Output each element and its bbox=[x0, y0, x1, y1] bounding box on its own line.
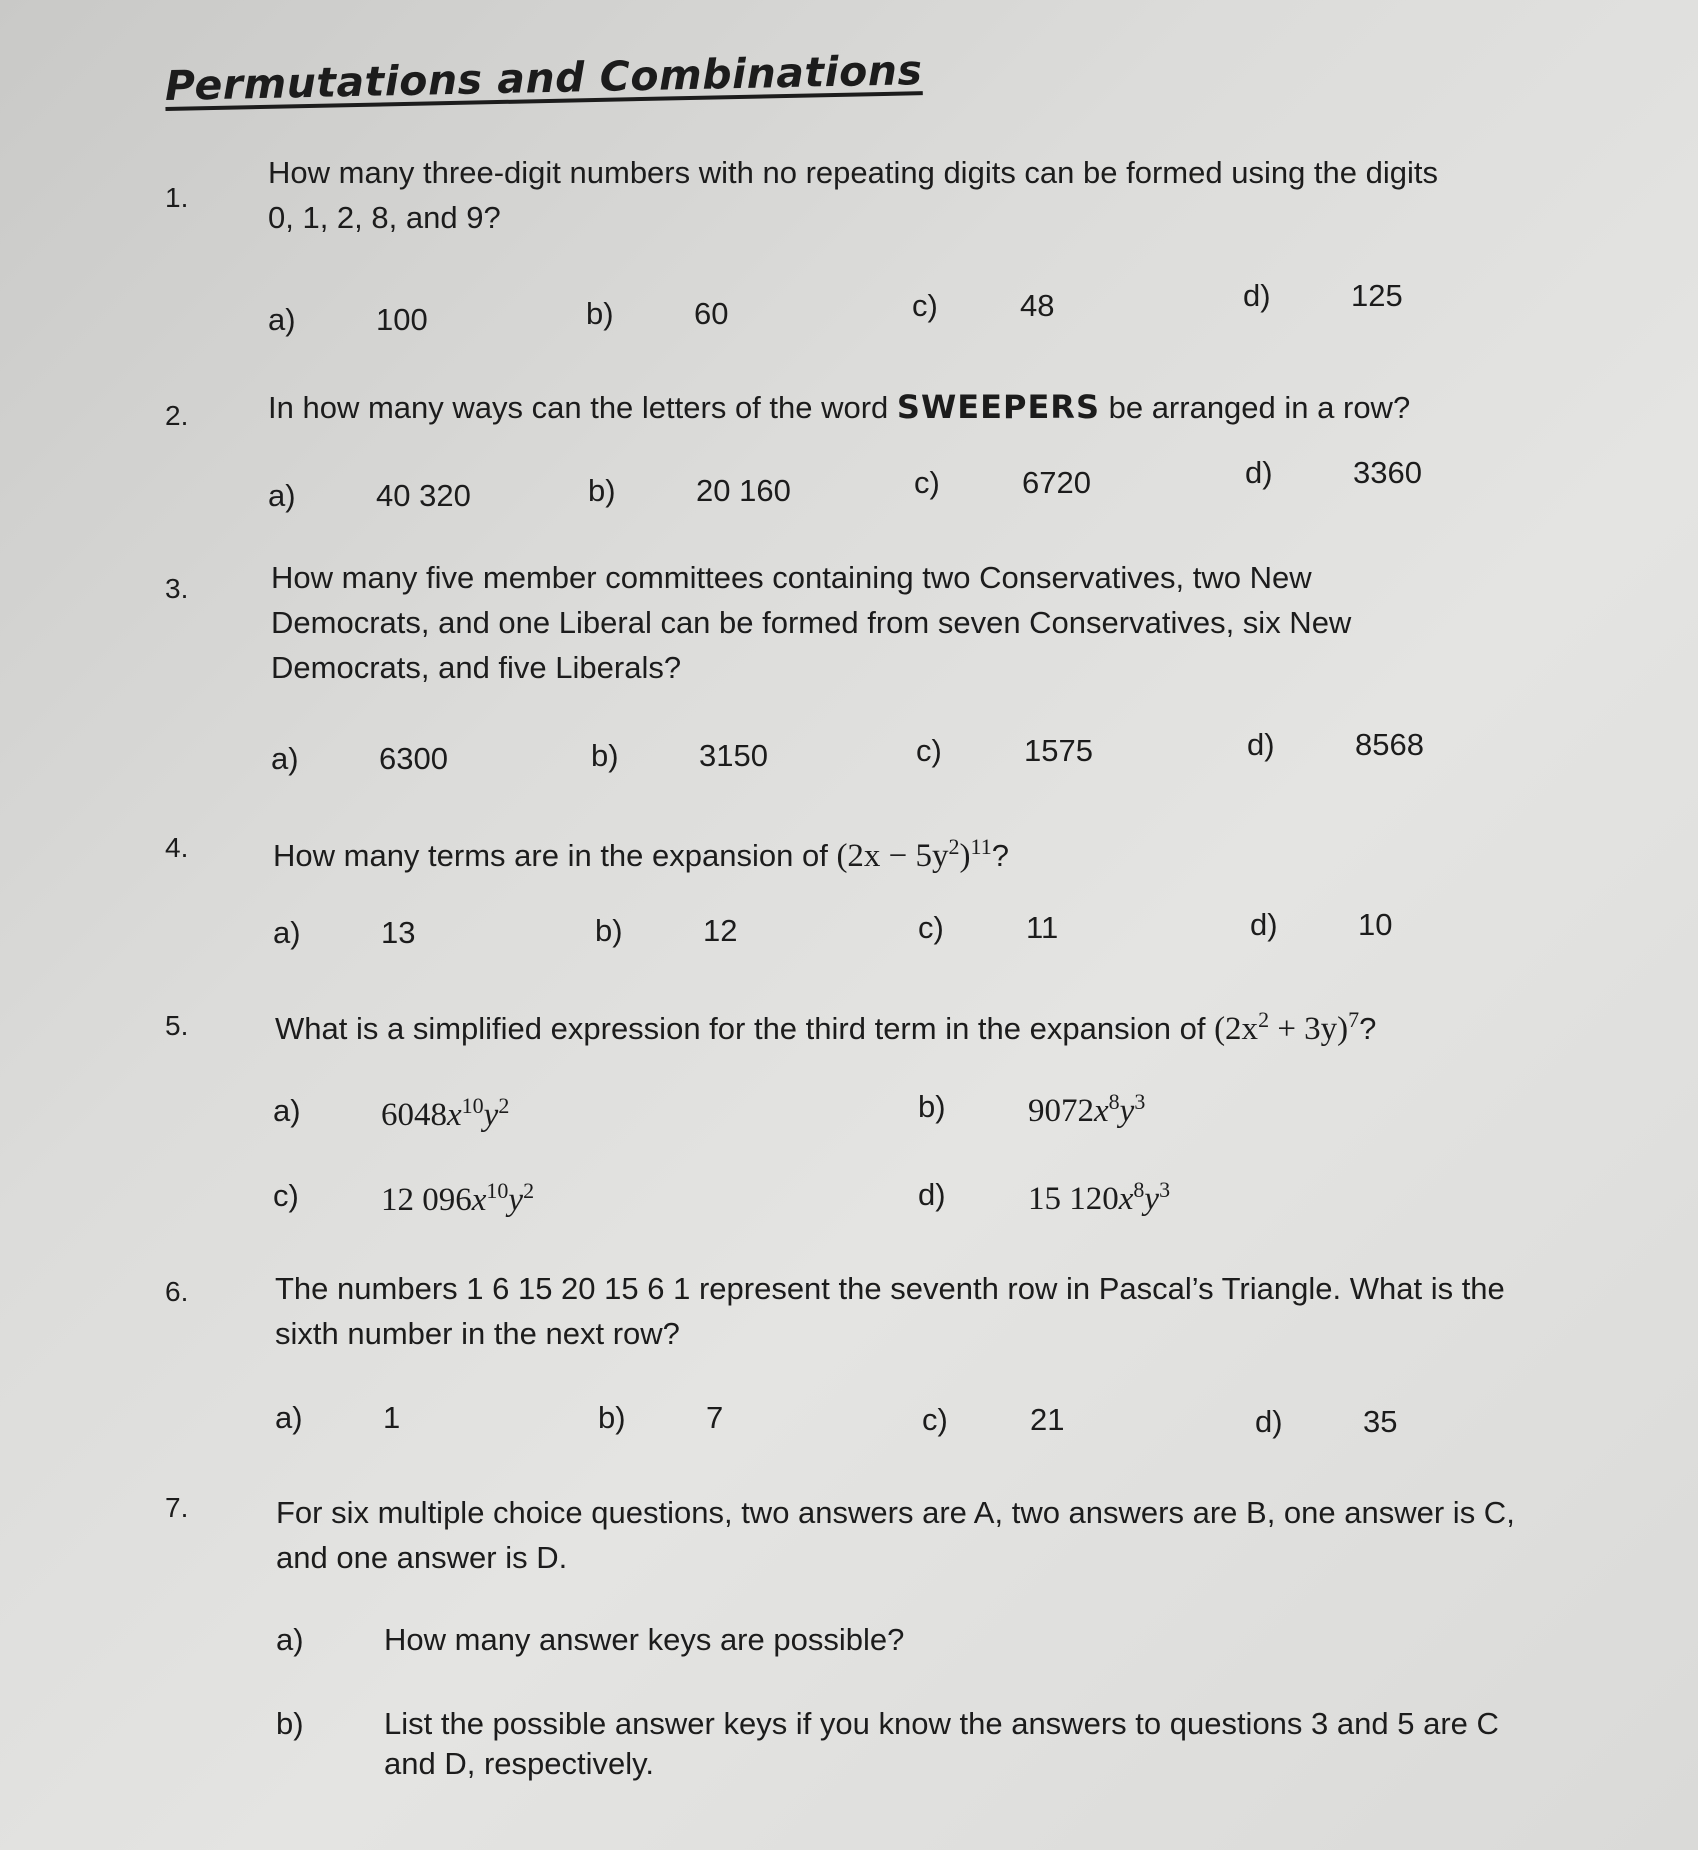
option-label: a) bbox=[273, 915, 301, 950]
option-label: c) bbox=[912, 288, 938, 323]
expr-part: ) bbox=[959, 838, 971, 874]
var-y: y bbox=[508, 1182, 524, 1218]
part-text: How many answer keys are possible? bbox=[384, 1622, 905, 1657]
option-label: a) bbox=[271, 741, 299, 776]
option-value: 125 bbox=[1351, 278, 1403, 313]
option-label: d) bbox=[1243, 278, 1271, 313]
option-value: 10 bbox=[1358, 907, 1393, 942]
expr-exponent: 2 bbox=[1258, 1007, 1270, 1032]
option-value: 1575 bbox=[1024, 733, 1093, 768]
option-value: 6720 bbox=[1022, 465, 1091, 500]
option-value: 20 160 bbox=[696, 473, 791, 508]
var-y: y bbox=[1119, 1093, 1135, 1129]
option-label: d) bbox=[1245, 455, 1273, 490]
word-sweepers: SWEEPERS bbox=[896, 388, 1100, 426]
option-label: c) bbox=[273, 1178, 299, 1213]
option-label: c) bbox=[918, 910, 944, 945]
question-number: 2. bbox=[165, 400, 189, 431]
question-text bbox=[273, 824, 1573, 879]
option-label: d) bbox=[1250, 907, 1278, 942]
question-text-start: In how many ways can the letters of the word bbox=[268, 390, 897, 425]
coef: 12 096 bbox=[381, 1182, 472, 1218]
option-label: c) bbox=[914, 465, 940, 500]
exp-x: 10 bbox=[486, 1178, 509, 1203]
option-value: 40 320 bbox=[376, 478, 471, 513]
expansion-expression bbox=[836, 834, 992, 874]
exp-x: 10 bbox=[461, 1093, 484, 1118]
option-value: 35 bbox=[1363, 1404, 1398, 1439]
option-label: a) bbox=[273, 1093, 301, 1128]
var-x: x bbox=[1118, 1181, 1134, 1217]
option-label: b) bbox=[588, 473, 616, 508]
option-value bbox=[381, 1178, 534, 1219]
option-value: 11 bbox=[1026, 910, 1059, 945]
option-label: c) bbox=[916, 733, 942, 768]
option-value: 48 bbox=[1020, 288, 1055, 323]
var-x: x bbox=[447, 1097, 462, 1133]
question-number: 1. bbox=[165, 182, 189, 213]
exp-y: 2 bbox=[498, 1093, 510, 1118]
question-text bbox=[268, 385, 1568, 430]
worksheet-title: Permutations and Combinations bbox=[164, 46, 923, 110]
expr-exponent: 11 bbox=[970, 834, 992, 859]
coef: 15 120 bbox=[1028, 1181, 1119, 1217]
question-text-end: ? bbox=[991, 838, 1009, 873]
question-text-start: How many terms are in the expansion of bbox=[273, 838, 837, 873]
question-text-end: ? bbox=[1359, 1011, 1377, 1046]
var-y: y bbox=[1144, 1181, 1160, 1217]
option-value: 3360 bbox=[1353, 455, 1422, 490]
expr-part: (2x − 5y bbox=[836, 838, 949, 874]
option-value: 12 bbox=[703, 913, 738, 948]
question-text-end: be arranged in a row? bbox=[1099, 390, 1411, 425]
question-number: 3. bbox=[165, 573, 189, 604]
option-label: b) bbox=[598, 1400, 626, 1435]
question-text: How many three-digit numbers with no repeating digits can be formed using the digits 0, 1, 2, 8, and 9? bbox=[268, 155, 1439, 235]
option-label: a) bbox=[268, 478, 296, 513]
option-value: 3150 bbox=[699, 738, 768, 773]
option-label: b) bbox=[586, 296, 614, 331]
question-text: The numbers 1 6 15 20 15 6 1 represent the seventh row in Pascal’s Triangle. What is the sixth number in the next row? bbox=[275, 1271, 1505, 1351]
question-number: 4. bbox=[165, 832, 189, 863]
expr-part: + 3y) bbox=[1269, 1011, 1349, 1047]
option-value: 8568 bbox=[1355, 727, 1424, 762]
question-text-start: What is a simplified expression for the third term in the expansion of bbox=[275, 1011, 1215, 1046]
exp-y: 3 bbox=[1134, 1089, 1146, 1114]
question-number: 6. bbox=[165, 1276, 189, 1307]
var-y: y bbox=[483, 1097, 499, 1133]
option-value bbox=[381, 1093, 509, 1134]
option-label: c) bbox=[922, 1402, 948, 1437]
var-x: x bbox=[471, 1182, 487, 1218]
var-x: x bbox=[1094, 1093, 1109, 1129]
question-text: How many five member committees containing two Conservatives, two New Democrats, and one Liberal can be formed from seven Conservatives, six New Democrats, and five Liberals? bbox=[271, 560, 1352, 685]
option-value: 1 bbox=[383, 1400, 401, 1435]
option-label: b) bbox=[595, 913, 623, 948]
part-label: b) bbox=[276, 1706, 304, 1741]
option-label: d) bbox=[1255, 1404, 1283, 1439]
question-text bbox=[275, 997, 1625, 1052]
exp-y: 3 bbox=[1159, 1177, 1171, 1202]
expr-part: (2x bbox=[1214, 1011, 1259, 1047]
exp-x: 8 bbox=[1108, 1089, 1120, 1114]
exp-x: 8 bbox=[1133, 1177, 1145, 1202]
option-label: b) bbox=[918, 1089, 946, 1124]
option-value: 100 bbox=[376, 302, 428, 337]
question-number: 5. bbox=[165, 1010, 189, 1041]
option-value: 6300 bbox=[379, 741, 448, 776]
expr-exponent: 7 bbox=[1348, 1007, 1360, 1032]
option-label: a) bbox=[275, 1400, 303, 1435]
option-value: 13 bbox=[381, 915, 416, 950]
option-label: b) bbox=[591, 738, 619, 773]
option-value bbox=[1028, 1089, 1145, 1130]
part-label: a) bbox=[276, 1622, 304, 1657]
option-label: d) bbox=[1247, 727, 1275, 762]
exp-y: 2 bbox=[523, 1178, 535, 1203]
expr-exponent: 2 bbox=[948, 834, 960, 859]
option-label: a) bbox=[268, 302, 296, 337]
coef: 6048 bbox=[381, 1097, 447, 1133]
question-text: For six multiple choice questions, two answers are A, two answers are B, one answer is C, and one answer is D. bbox=[276, 1495, 1515, 1575]
option-value: 7 bbox=[706, 1400, 724, 1435]
option-value: 21 bbox=[1030, 1402, 1065, 1437]
expansion-expression bbox=[1214, 1007, 1360, 1047]
question-number: 7. bbox=[165, 1492, 189, 1523]
coef: 9072 bbox=[1028, 1093, 1094, 1129]
part-text: List the possible answer keys if you know the answers to questions 3 and 5 are C and D, respectively. bbox=[384, 1706, 1499, 1781]
option-value bbox=[1028, 1177, 1170, 1218]
option-value: 60 bbox=[694, 296, 729, 331]
option-label: d) bbox=[918, 1177, 946, 1212]
